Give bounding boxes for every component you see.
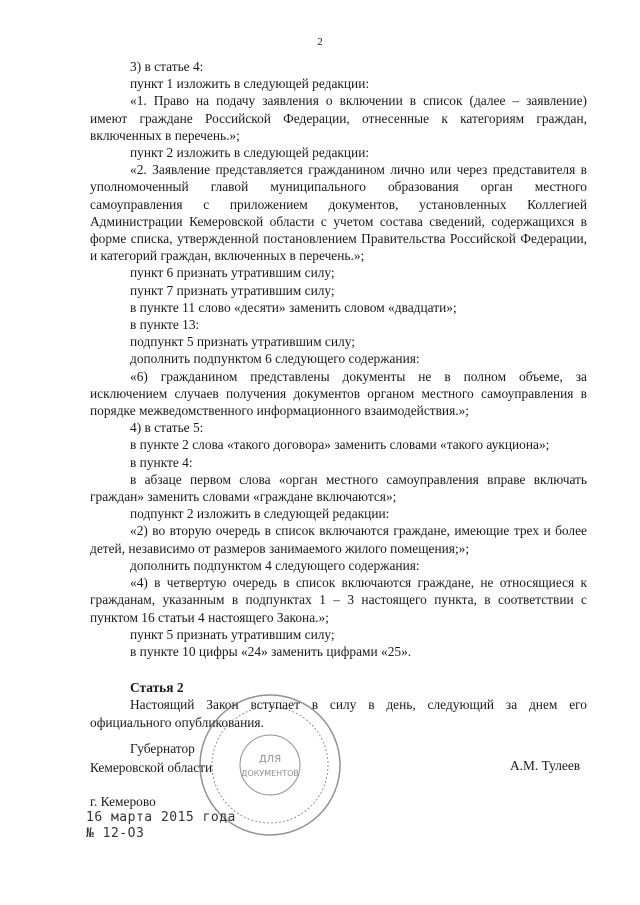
- law-number: № 12-ОЗ: [86, 826, 145, 841]
- paragraph: «6) гражданином представлены документы не в полном объеме, за исключением случаев получения документов органом местного самоуправления в порядке межведомственного информационного взаимодействия.»;: [90, 368, 587, 419]
- paragraph: «2. Заявление представляется гражданином лично или через представителя в уполномоченный главой муниципального образования орган местного самоуправления с приложением документов, установленных Коллегией Администрации Кемеровской области с учетом состава сведений, содержащихся в форме списка, утвержденной постановлением Правительства Российской Федерации, и категорий граждан, включенных в перечень.»;: [90, 162, 587, 264]
- paragraph: подпункт 5 признать утратившим силу;: [130, 334, 355, 350]
- paragraph: подпункт 2 изложить в следующей редакции:: [130, 506, 390, 522]
- signing-date: 16 марта 2015 года: [86, 810, 236, 825]
- paragraph: «1. Право на подачу заявления о включении в список (далее – заявление) имеют граждане Российской Федерации, отнесенные к категориям граждан, включенных в перечень.»;: [90, 93, 587, 143]
- signatory-title: Губернатор: [130, 741, 195, 756]
- signatory-region: Кемеровской области: [90, 760, 213, 775]
- svg-text:ДОКУМЕНТОВ: ДОКУМЕНТОВ: [241, 769, 299, 778]
- page-number: 2: [317, 36, 323, 48]
- svg-text:ДЛЯ: ДЛЯ: [258, 754, 282, 765]
- document-body: [90, 58, 587, 731]
- paragraph: пункт 7 признать утратившим силу;: [130, 282, 335, 298]
- place-of-signing: г. Кемерово: [90, 794, 156, 809]
- paragraph: 4) в статье 5:: [130, 420, 204, 436]
- signatory-name: А.М. Тулеев: [510, 758, 581, 773]
- paragraph: в пункте 2 слова «такого договора» заменить словами «такого аукциона»;: [130, 437, 550, 453]
- paragraph: в абзаце первом слова «орган местного самоуправления вправе включать граждан» заменить словами «граждане включаются»;: [90, 471, 587, 505]
- paragraph: пункт 5 признать утратившим силу;: [130, 626, 335, 642]
- signature-block: [90, 739, 212, 777]
- paragraph: в пункте 10 цифры «24» заменить цифрами «25».: [130, 643, 412, 659]
- paragraph: «2) во вторую очередь в список включаются граждане, имеющие трех и более детей, независимо от размеров занимаемого жилого помещения;»;: [90, 523, 587, 556]
- paragraph: пункт 6 признать утратившим силу;: [130, 265, 335, 281]
- paragraph: пункт 2 изложить в следующей редакции:: [130, 145, 370, 161]
- paragraph: в пункте 4:: [130, 454, 193, 470]
- paragraph: в пункте 13:: [130, 317, 200, 333]
- article-text: Настоящий Закон вступает в силу в день, следующий за днем его официального опубликования.: [90, 697, 587, 730]
- paragraph: пункт 1 изложить в следующей редакции:: [130, 76, 370, 92]
- paragraph: 3) в статье 4:: [130, 59, 204, 74]
- paragraph: дополнить подпунктом 6 следующего содержания:: [130, 351, 420, 367]
- article-heading: Статья 2: [130, 680, 184, 696]
- paragraph: дополнить подпунктом 4 следующего содержания:: [130, 557, 420, 573]
- paragraph: в пункте 11 слово «десяти» заменить словом «двадцати»;: [130, 299, 457, 315]
- paragraph: «4) в четвертую очередь в список включаются граждане, не относящиеся к гражданам, указанным в подпунктах 1 – 3 настоящего пункта, в соответствии с пунктом 16 статьи 4 настоящего Закона.»;: [90, 575, 587, 625]
